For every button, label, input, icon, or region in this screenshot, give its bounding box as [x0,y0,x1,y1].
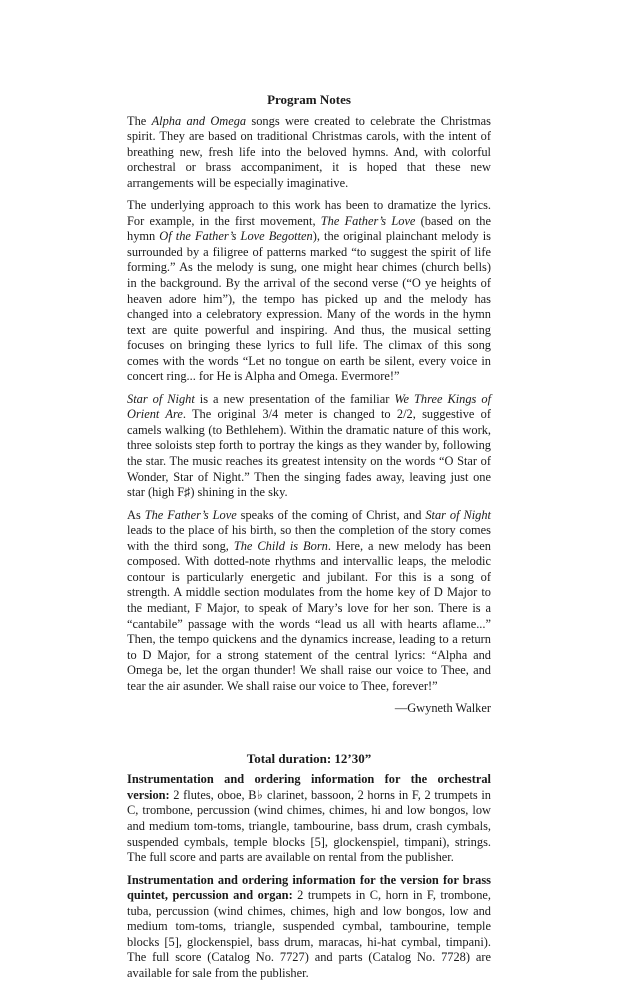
instrumentation-heading: Instrumentation and ordering information for the version for brass quintet, percussion and organ: [127,872,491,903]
instrumentation-orchestral [127,772,491,865]
text-run: As [127,507,145,522]
text-run: . The original 3/4 meter is changed to 2/2, suggestive of camels walking (to Bethlehem). Within the dramatic nature of this work, three soloists step forth to portray the kings as they wander by, following the star. The music reaches its greatest intensity on the words “O Star of Wonder, Star of Night.” Then the singing fades away, leaving just one star (high F♯) shining in the sky. [127,407,491,500]
text-run: . Here, a new melody has been composed. With dotted-note rhythms and intervallic leaps, the melodic contour is particularly energetic and jubilant. For this is a song of strength. A middle section modulates from the home key of D Major to the mediant, F Major, to speak of Mary’s love for her son. There is a “cantabile” passage with the words “lead us all with hearts aflame...” Then, the tempo quickens and the dynamics increase, leading to a return to D Major, for a strong statement of the central lyrics: “Alpha and Omega be, let the organ thunder! We shall raise our voice to Thee, and tear the air asunder. We shall raise our voice to Thee, forever!” [127,538,491,693]
work-title: The Child is Born [233,538,328,553]
text-run: The underlying approach to this work has been to dramatize the lyrics. For example, in the first movement, [127,198,491,228]
paragraph-intro [127,114,491,192]
instrumentation-body: 2 trumpets in C, horn in F, trombone, tuba, percussion (wind chimes, chimes, high and low bongos, low and medium tom-toms, triangle, suspended cymbal, tambourine, temple blocks [5], glockenspiel, bass drum, maracas, hi-hat cymbal, timpani). The full score (Catalog No. 7727) and parts (Catalog No. 7728) are available for sale from the publisher. [127,888,491,980]
work-title: The Father’s Love [144,507,237,522]
hymn-title: We Three Kings of Orient Are [127,391,492,422]
instrumentation-body: 2 flutes, oboe, B♭ clarinet, bassoon, 2 horns in F, 2 trumpets in C, trombone, percussion (wind chimes, chimes, hi and low bongos, low and medium tom-toms, triangle, tambourine, bass drum, crash cymbals, suspended cymbals, temple blocks [5], glockenspiel, timpani), strings. The full score and parts are available on rental from the publisher. [127,787,491,865]
paragraph-child-is-born [127,508,491,695]
text-run: songs were created to celebrate the Christmas spirit. They are based on traditional Christmas carols, with the intent of breathing new, fresh life into the beloved hymns. And, with colorful orchestral or brass accompaniment, it is hoped that these new arrangements will be especially imaginative. [127,113,491,190]
text-run: (based on the hymn [127,213,491,244]
instrumentation-brass [127,873,491,982]
instrumentation-heading: Instrumentation and ordering information for the orchestral version: [127,772,491,802]
program-notes-page [127,92,491,988]
text-run: ), the original plainchant melody is surrounded by a filigree of patterns marked “to suggest the spirit of life forming.” As the melody is sung, one might hear chimes (church bells) in the background. By the arrival of the second verse (“O ye heights of heaven adore him”), the tempo has picked up and the melody has changed into a celebratory expression. Many of the words in the hymn text are quite powerful and inspiring. And thus, the musical setting focuses on bringing these lyrics to full life. The climax of this song comes with the words “Let no tongue on earth be silent, every voice in concert ring... for He is Alpha and Omega. Evermore!” [127,229,492,384]
work-title: Star of Night [127,391,195,406]
text-run: The [127,113,152,128]
text-run: speaks of the coming of Christ, and [236,507,426,522]
work-title: Alpha and Omega [151,113,247,128]
paragraph-fathers-love [127,198,491,385]
author-signature: —Gwyneth Walker [394,701,491,716]
paragraph-star-of-night [127,392,491,501]
text-run: leads to the place of his birth, so then the completion of the story comes with the third song, [127,523,491,553]
work-title: Star of Night [425,507,491,522]
page-title: Program Notes [267,92,351,107]
text-run: is a new presentation of the familiar [194,391,395,406]
total-duration: Total duration: 12’30” [246,750,372,766]
work-title: The Father’s Love [320,213,416,228]
hymn-title: Of the Father’s Love Begotten [159,229,313,244]
